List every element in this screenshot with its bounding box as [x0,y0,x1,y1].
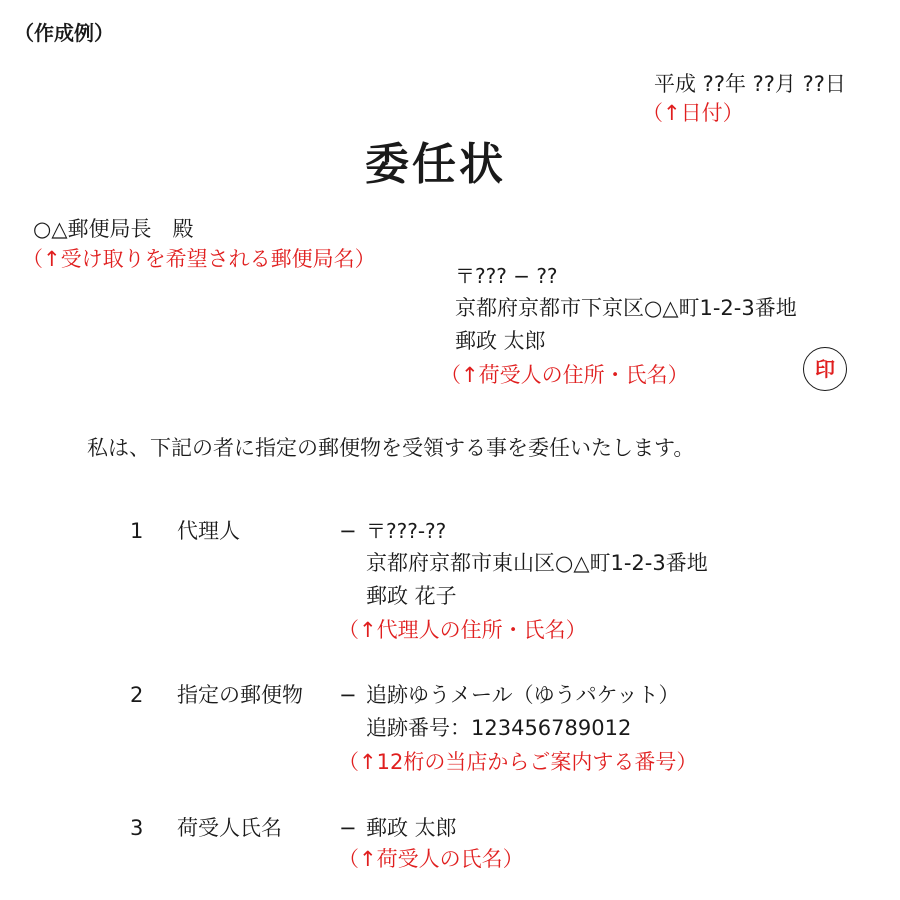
seal-stamp [803,347,847,391]
seal-label: 印 [815,357,835,381]
item-number: 3 [130,816,144,840]
item-line: 〒???-?? [366,519,447,543]
item-label: 指定の郵便物 [177,683,303,707]
item-line: 追跡ゆうメール（ゆうパケット） [366,683,680,707]
principal-name: 郵政 太郎 [455,329,546,353]
item-dash: − [339,683,357,707]
item-label: 荷受人氏名 [177,816,282,840]
document-title: 委任状 [365,139,506,190]
item-label: 代理人 [177,519,240,543]
item-line: 郵政 花子 [366,584,457,608]
example-label: （作成例） [14,21,114,45]
item-line: 京都府京都市東山区○△町1-2-3番地 [366,551,708,575]
item-line: 郵政 太郎 [366,816,457,840]
addressee: ○△郵便局長 殿 [33,217,194,241]
item-note: （↑荷受人の氏名） [338,847,524,871]
item-dash: − [339,816,357,840]
item-note: （↑代理人の住所・氏名） [338,618,587,642]
item-dash: − [339,519,357,543]
item-line: 追跡番号：123456789012 [366,716,632,740]
principal-postal: 〒??? − ?? [455,264,558,288]
addressee-note: （↑受け取りを希望される郵便局名） [22,247,376,271]
document-date: 平成 ??年 ??月 ??日 [654,72,846,96]
date-note: （↑日付） [642,101,744,125]
delegation-statement: 私は、下記の者に指定の郵便物を受領する事を委任いたします。 [87,436,695,460]
principal-note: （↑荷受人の住所・氏名） [440,363,689,387]
item-note: （↑12桁の当店からご案内する番号） [338,750,698,774]
item-number: 2 [130,683,144,707]
principal-address: 京都府京都市下京区○△町1-2-3番地 [455,296,797,320]
item-number: 1 [130,519,144,543]
